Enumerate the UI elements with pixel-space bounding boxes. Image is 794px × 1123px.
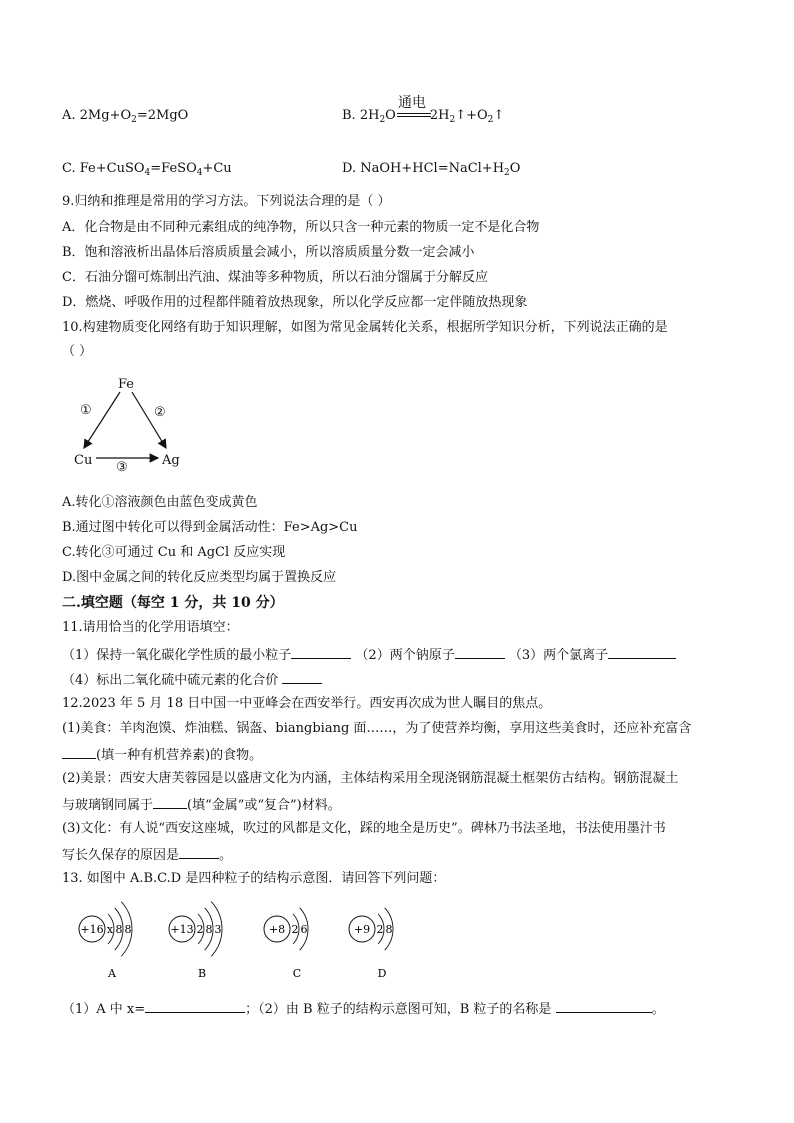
answer-blank[interactable]	[608, 646, 676, 659]
answer-blank[interactable]	[153, 796, 187, 809]
atom-label: A	[108, 967, 116, 980]
q10-option-b: B.通过图中转化可以得到金属活动性：Fe>Ag>Cu	[62, 520, 358, 535]
electron-count: 2	[376, 923, 384, 936]
option-8d: D. $NaOH+HCl=NaCl+H_2O$	[342, 161, 521, 178]
electron-count: 8	[385, 923, 393, 936]
atom-diagram-c	[264, 908, 308, 980]
atomic-structure-diagrams	[70, 895, 430, 985]
q13-questions: （1）A 中 x= ；（2）由 B 粒子的结构示意图可知，B 粒子的名称是 。	[62, 1002, 665, 1017]
electron-count: 3	[214, 923, 222, 936]
answer-blank[interactable]	[556, 1000, 652, 1013]
q11-stem: 11.请用恰当的化学用语填空：	[62, 620, 239, 635]
q12-stem: 12.2023 年 5 月 18 日中国一中亚峰会在西安举行。西安再次成为世人瞩目的焦点。	[62, 696, 552, 711]
nucleus-charge: +16	[80, 923, 104, 936]
option-8c: C. Fe+CuSO$_4$=FeSO$_4$+Cu	[62, 161, 232, 178]
q10-option-d: D.图中金属之间的转化反应类型均属于置换反应	[62, 570, 337, 585]
q12-part-1a: (1)美食：羊肉泡馍、炸油糕、锅盔、biangbiang 面……，为了使营养均衡，享用这些美食时，还应补充富含	[62, 721, 692, 736]
q12-part-2a: (2)美景：西安大唐芙蓉园是以盛唐文化为内涵，主体结构采用全现浇钢筋混凝土框架仿古结构。钢筋混凝土	[62, 771, 679, 786]
q12-part-3a: (3)文化：有人说“西安这座城，吹过的风都是文化，踩的地全是历史”。碑林乃书法圣地，书法使用墨汁书	[62, 821, 666, 836]
electron-count: 2	[196, 923, 204, 936]
node-cu: Cu	[74, 453, 93, 468]
label-1: ①	[80, 403, 92, 418]
answer-blank[interactable]	[282, 671, 322, 684]
q11-part-4: （4）标出二氧化硫中硫元素的化合价	[62, 671, 322, 689]
atom-diagram-d	[349, 908, 393, 980]
electron-count: 8	[205, 923, 213, 936]
q12-part-1b: (填一种有机营养素)的食物。	[62, 746, 262, 764]
answer-blank[interactable]	[62, 746, 96, 759]
q10-paren: （ ）	[62, 344, 93, 359]
atom-label: B	[197, 967, 207, 980]
q9-option-b: B．饱和溶液析出晶体后溶质质量会减小，所以溶质质量分数一定会减小	[62, 245, 475, 260]
atom-label: C	[292, 967, 302, 980]
electron-count: 8	[115, 923, 123, 936]
q9-option-a: A．化合物是由不同种元素组成的纯净物，所以只含一种元素的物质一定不是化合物	[62, 220, 540, 235]
electron-count: 8	[124, 923, 132, 936]
q11-parts-1-3: （1）保持一氧化碳化学性质的最小粒子 （2）两个钠原子 （3）两个氯离子	[62, 646, 676, 664]
atom-diagram-b	[169, 902, 222, 980]
q9-option-d: D．燃烧、呼吸作用的过程都伴随着放热现象，所以化学反应都一定伴随放热现象	[62, 295, 528, 310]
q10-stem: 10.构建物质变化网络有助于知识理解，如图为常见金属转化关系，根据所学知识分析，下列说法正确的是	[62, 320, 668, 335]
electron-count: x	[106, 923, 114, 936]
metal-conversion-diagram	[70, 372, 190, 472]
answer-blank[interactable]	[291, 646, 351, 659]
atom-diagram-a	[79, 902, 132, 980]
electron-count: 6	[300, 923, 308, 936]
atom-label: D	[377, 967, 387, 980]
arrow-1	[84, 392, 120, 448]
node-ag: Ag	[162, 453, 180, 468]
q9-stem: 9.归纳和推理是常用的学习方法。下列说法合理的是（ ）	[62, 194, 391, 209]
answer-blank[interactable]	[179, 846, 219, 859]
node-fe: Fe	[118, 377, 135, 392]
q9-option-c: C．石油分馏可炼制出汽油、煤油等多种物质，所以石油分馏属于分解反应	[62, 270, 488, 285]
electron-count: 2	[291, 923, 299, 936]
nucleus-charge: +13	[170, 923, 194, 936]
q12-part-3b: 写长久保存的原因是 。	[62, 848, 233, 863]
section-2-header: 二.填空题（每空 1 分，共 10 分）	[62, 595, 284, 611]
q10-option-a: A.转化①溶液颜色由蓝色变成黄色	[62, 495, 258, 510]
option-8b: B. $2H_2O$ $2H_2↑+O_2↑$	[342, 108, 505, 125]
nucleus-charge: +8	[268, 923, 286, 936]
arrow-2	[132, 392, 166, 448]
reaction-condition: 通电	[398, 95, 426, 111]
label-3: ③	[116, 460, 128, 472]
q12-part-2b: 与玻璃钢同属于 (填“金属”或“复合”)材料。	[62, 798, 341, 813]
equal-sign-double	[397, 113, 431, 117]
option-8a: A. $2Mg+O_2=2MgO$	[62, 108, 189, 125]
answer-blank[interactable]	[455, 646, 505, 659]
q10-option-c: C.转化③可通过 Cu 和 AgCl 反应实现	[62, 545, 286, 560]
label-2: ②	[154, 405, 166, 420]
q13-stem: 13. 如图中 A.B.C.D 是四种粒子的结构示意图．请回答下列问题：	[62, 871, 446, 886]
nucleus-charge: +9	[353, 923, 371, 936]
answer-blank[interactable]	[145, 1000, 245, 1013]
